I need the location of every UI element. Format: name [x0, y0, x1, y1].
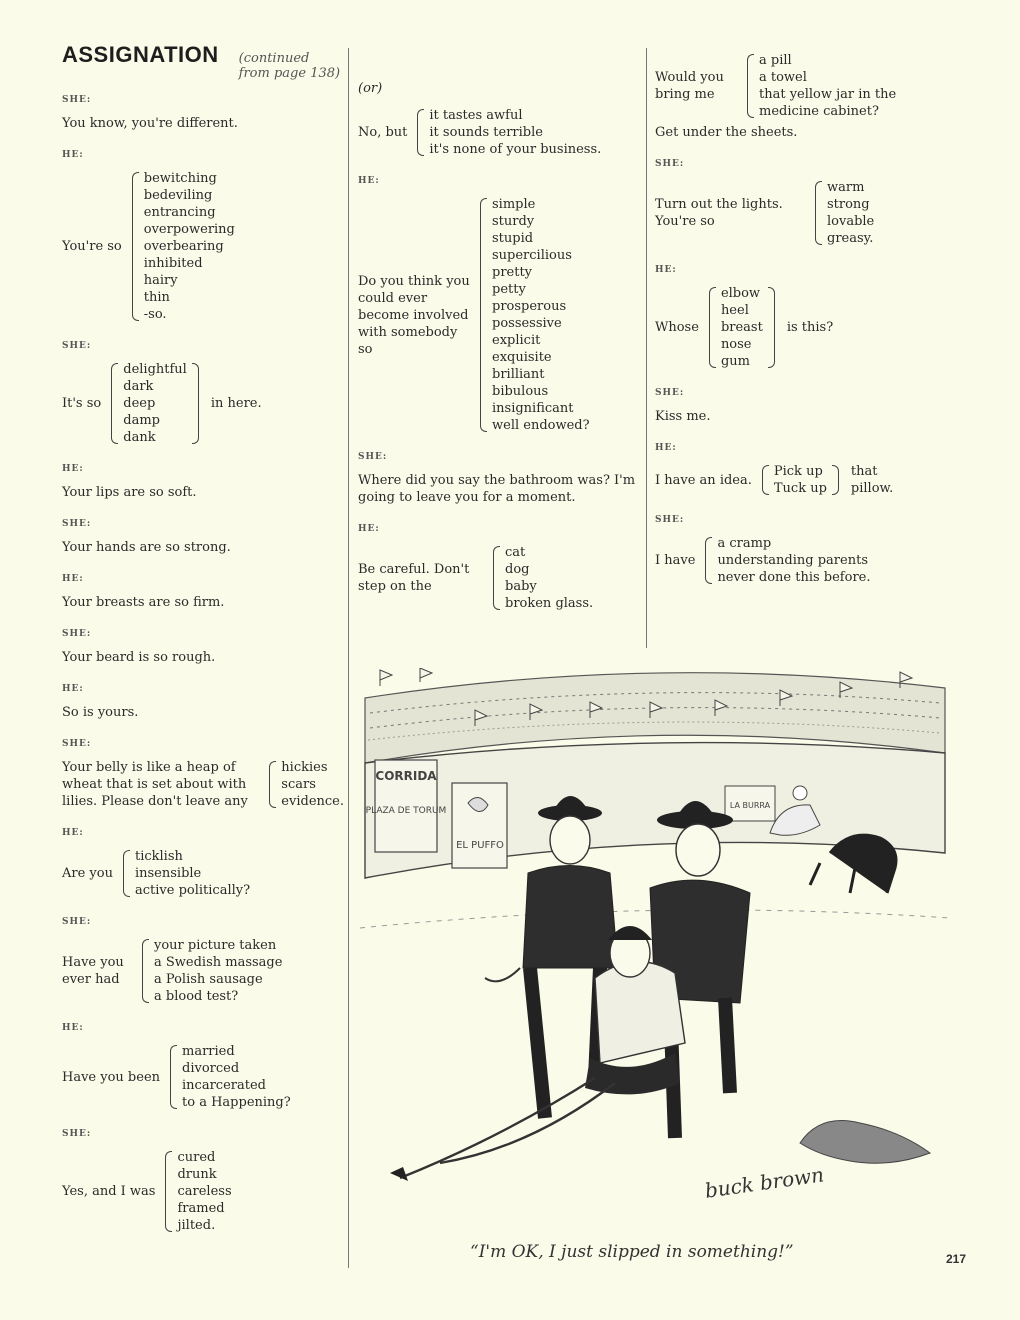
choice-block [62, 361, 344, 446]
choice-prefix: Would you bring me [655, 70, 724, 102]
choice-options [709, 285, 775, 370]
choice-options [165, 1149, 231, 1234]
option: stupid [492, 231, 534, 246]
option: to a Happening? [182, 1095, 291, 1110]
speaker-she: SHE: [655, 159, 685, 169]
option: bewitching [143, 171, 217, 186]
choice-suffix: that pillow. [850, 464, 894, 496]
option: nose [720, 337, 752, 352]
speaker-she: SHE: [62, 1129, 92, 1139]
page-number: 217 [946, 1252, 967, 1266]
cartoon-caption: “I'm OK, I just slipped in something!” [470, 1242, 794, 1262]
option: it sounds terrible [429, 125, 543, 140]
option: deep [123, 396, 156, 411]
speaker-she: SHE: [62, 95, 92, 105]
title-row [62, 42, 344, 81]
choice-block [62, 1043, 344, 1111]
option: framed [177, 1201, 225, 1216]
column-1 [62, 42, 344, 1238]
option: strong [827, 197, 870, 212]
dialog-line: Kiss me. [655, 409, 711, 424]
column-divider-1 [348, 48, 349, 1268]
choice-prefix: Whose [655, 320, 699, 335]
option: dog [505, 562, 530, 577]
option: greasy. [827, 231, 874, 246]
choice-block [655, 179, 945, 247]
option: simple [492, 197, 536, 212]
option: married [182, 1044, 235, 1059]
option: Pick up [773, 464, 823, 479]
option: petty [492, 282, 526, 297]
option: a Swedish massage [154, 955, 283, 970]
or-marker: (or) [358, 81, 383, 96]
dialog-line: Get under the sheets. [655, 125, 798, 140]
option: -so. [143, 307, 167, 322]
option: gum [720, 354, 750, 369]
option: entrancing [143, 205, 216, 220]
choice-block [62, 1149, 344, 1234]
option: bedeviling [143, 188, 213, 203]
choice-options [111, 361, 199, 446]
choice-options [762, 463, 839, 497]
speaker-he: HE: [655, 443, 677, 453]
option: warm [827, 180, 865, 195]
choice-block [655, 52, 945, 120]
speaker-he: HE: [62, 464, 84, 474]
option: damp [123, 413, 160, 428]
option: pretty [492, 265, 533, 280]
choice-prefix: Have you ever had [62, 955, 124, 987]
choice-block [62, 170, 344, 323]
sign-plaza: PLAZA DE TORUM [365, 806, 447, 816]
speaker-she: SHE: [655, 388, 685, 398]
option: jilted. [177, 1218, 216, 1233]
choice-block [358, 196, 640, 434]
column-2 [358, 80, 640, 616]
option: cured [177, 1150, 216, 1165]
choice-block [358, 107, 640, 158]
dialog-line: So is yours. [62, 705, 139, 720]
option: thin [143, 290, 170, 305]
speaker-she: SHE: [62, 739, 92, 749]
choice-suffix: is this? [786, 320, 834, 335]
choice-options [705, 535, 870, 586]
sign-la-burra: LA BURRA [729, 801, 771, 810]
option: insensible [134, 866, 202, 881]
dialog-line: You know, you're different. [62, 116, 238, 131]
option: that yellow jar in the medicine cabinet? [759, 87, 897, 119]
choice-block [62, 848, 344, 899]
choice-options [747, 52, 924, 120]
choice-prefix: You're so [62, 239, 122, 254]
choice-prefix: Be careful. Don't step on the [358, 562, 470, 594]
option: scars [281, 777, 316, 792]
option: ticklish [134, 849, 183, 864]
choice-block [655, 285, 945, 370]
column-3 [655, 48, 945, 590]
option: dark [123, 379, 154, 394]
choice-options [170, 1043, 291, 1111]
choice-options [480, 196, 590, 434]
option: a cramp [717, 536, 772, 551]
article-title: ASSIGNATION [62, 42, 219, 67]
column-divider-2 [646, 48, 647, 648]
option: drunk [177, 1167, 217, 1182]
option: a towel [759, 70, 807, 85]
speaker-he: HE: [62, 684, 84, 694]
choice-prefix: It's so [62, 396, 102, 411]
speaker-he: HE: [655, 265, 677, 275]
option: supercilious [492, 248, 572, 263]
speaker-he: HE: [62, 1023, 84, 1033]
choice-block [655, 535, 945, 586]
dialog-line: Where did you say the bathroom was? I'm going to leave you for a moment. [358, 473, 636, 505]
choice-options [815, 179, 874, 247]
choice-prefix: No, but [358, 125, 408, 140]
option: overpowering [143, 222, 235, 237]
choice-block [62, 759, 344, 810]
option: elbow [720, 286, 761, 301]
option: it tastes awful [429, 108, 523, 123]
option: divorced [182, 1061, 240, 1076]
option: understanding parents [717, 553, 868, 568]
sign-el-puffo: EL PUFFO [456, 840, 504, 851]
option: inhibited [143, 256, 203, 271]
option: hickies [281, 760, 328, 775]
speaker-she: SHE: [358, 452, 388, 462]
option: breast [720, 320, 763, 335]
dialog-line: Your breasts are so firm. [62, 595, 225, 610]
option: exquisite [492, 350, 552, 365]
speaker-he: HE: [358, 524, 380, 534]
choice-block [655, 463, 945, 497]
speaker-she: SHE: [62, 341, 92, 351]
speaker-he: HE: [62, 574, 84, 584]
speaker-he: HE: [62, 150, 84, 160]
option: incarcerated [182, 1078, 266, 1093]
choice-prefix: Do you think you could ever become involved with somebody so [358, 273, 470, 357]
option: explicit [492, 333, 541, 348]
dialog-line: Your lips are so soft. [62, 485, 197, 500]
choice-options [417, 107, 601, 158]
speaker-he: HE: [62, 828, 84, 838]
option: never done this before. [717, 570, 871, 585]
choice-options [269, 759, 344, 810]
choice-prefix: I have an idea. [655, 472, 752, 488]
choice-block [62, 937, 344, 1005]
dialog-line: Your hands are so strong. [62, 540, 231, 555]
option: Tuck up [773, 481, 827, 496]
choice-prefix: Have you been [62, 1069, 161, 1085]
choice-block [358, 544, 640, 612]
option: prosperous [492, 299, 567, 314]
speaker-she: SHE: [62, 629, 92, 639]
choice-prefix: Turn out the lights. You're so [655, 197, 783, 229]
option: sturdy [492, 214, 535, 229]
artist-signature: buck brown [703, 1162, 826, 1203]
choice-options [132, 170, 235, 323]
choice-options [123, 848, 250, 899]
speaker-he: HE: [358, 176, 380, 186]
choice-prefix: I have [655, 553, 696, 568]
option: it's none of your business. [429, 142, 602, 157]
option: possessive [492, 316, 562, 331]
choice-options [493, 544, 593, 612]
option: brilliant [492, 367, 545, 382]
option: dank [123, 430, 156, 445]
cartoon-illustration [360, 668, 950, 1238]
option: heel [720, 303, 749, 318]
option: a pill [759, 53, 792, 68]
option: baby [505, 579, 537, 594]
option: delightful [123, 362, 187, 377]
speaker-she: SHE: [655, 515, 685, 525]
continuation-note: (continued from page 138) [238, 51, 341, 81]
choice-prefix: Are you [62, 866, 113, 881]
option: broken glass. [505, 596, 594, 611]
option: lovable [827, 214, 875, 229]
dialog-line: Your beard is so rough. [62, 650, 216, 665]
option: careless [177, 1184, 232, 1199]
option: overbearing [143, 239, 224, 254]
speaker-she: SHE: [62, 917, 92, 927]
option: insignificant [492, 401, 574, 416]
choice-prefix: Yes, and I was [62, 1184, 156, 1199]
option: active politically? [134, 883, 251, 898]
option: hairy [143, 273, 178, 288]
option: a Polish sausage [154, 972, 263, 987]
option: your picture taken [154, 938, 277, 953]
option: evidence. [281, 794, 344, 809]
choice-prefix: Your belly is like a heap of wheat that is set about with lilies. Please don't leave any [62, 760, 248, 809]
option: cat [505, 545, 526, 560]
choice-options [142, 937, 282, 1005]
option: well endowed? [492, 418, 590, 433]
option: bibulous [492, 384, 549, 399]
sign-corrida: CORRIDA [375, 769, 437, 783]
option: a blood test? [154, 989, 239, 1004]
choice-suffix: in here. [210, 396, 262, 411]
speaker-she: SHE: [62, 519, 92, 529]
